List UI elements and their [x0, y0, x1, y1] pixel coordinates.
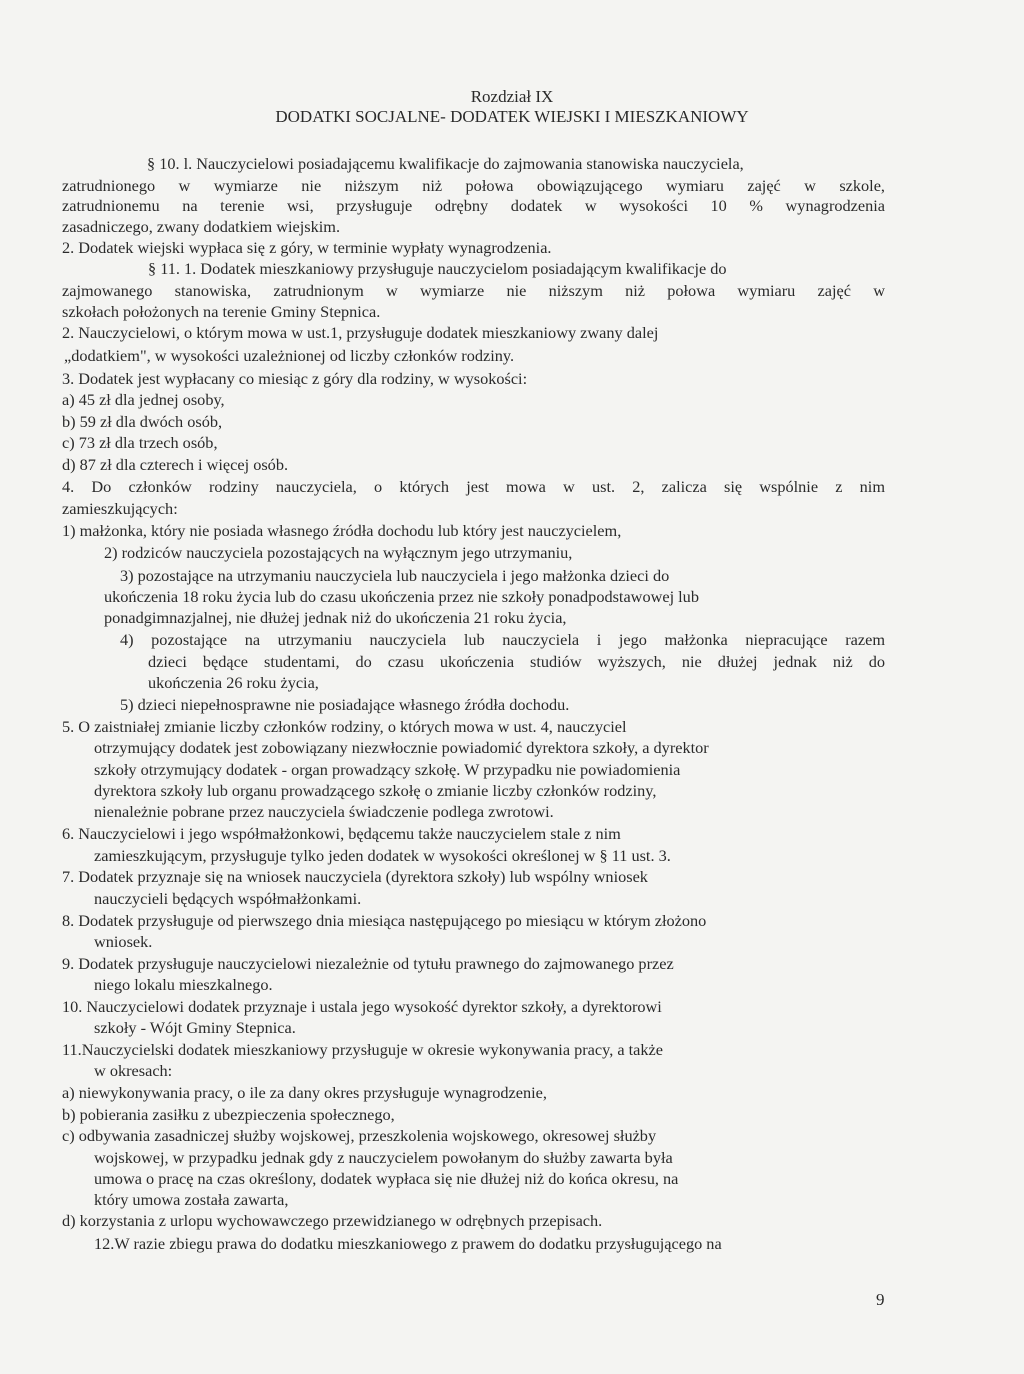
text-line: b) pobierania zasiłku z ubezpieczenia społecznego, — [62, 1105, 395, 1124]
text-line: ukończenia 18 roku życia lub do czasu ukończenia przez nie szkoły ponadpodstawowej lub — [104, 587, 699, 606]
page-number: 9 — [876, 1290, 885, 1309]
text-line: zatrudnionego w wymiarze nie niższym niż połowa obowiązującego wymiaru zajęć w szkole, — [62, 176, 885, 195]
text-line: niego lokalu mieszkalnego. — [94, 975, 273, 994]
chapter-title: DODATKI SOCJALNE- DODATEK WIEJSKI I MIESZKANIOWY — [275, 107, 749, 126]
text-line: 2. Dodatek wiejski wypłaca się z góry, w terminie wypłaty wynagrodzenia. — [62, 238, 552, 257]
text-line: zasadniczego, zwany dodatkiem wiejskim. — [62, 217, 341, 236]
text-line: 6. Nauczycielowi i jego współmałżonkowi, będącemu także nauczycielem stale z nim — [62, 824, 621, 843]
text-line: 3. Dodatek jest wypłacany co miesiąc z góry dla rodziny, w wysokości: — [62, 369, 528, 388]
text-line: a) 45 zł dla jednej osoby, — [62, 390, 225, 409]
chapter-heading: Rozdział IX — [470, 87, 554, 106]
text-line: 9. Dodatek przysługuje nauczycielowi niezależnie od tytułu prawnego do zajmowanego przez — [62, 954, 674, 973]
text-line: 2. Nauczycielowi, o którym mowa w ust.1, przysługuje dodatek mieszkaniowy zwany dalej — [62, 323, 659, 342]
text-line: b) 59 zł dla dwóch osób, — [62, 412, 223, 431]
text-line: d) korzystania z urlopu wychowawczego przewidzianego w odrębnych przepisach. — [62, 1211, 603, 1230]
text-line: szkołach położonych na terenie Gminy Stepnica. — [62, 302, 381, 321]
text-line: § 10. l. Nauczycielowi posiadającemu kwalifikacje do zajmowania stanowiska nauczyciela, — [147, 154, 744, 173]
text-line: ukończenia 26 roku życia, — [148, 673, 319, 692]
text-line: 4) pozostające na utrzymaniu nauczyciela lub nauczyciela i jego małżonka niepracujące razem — [120, 630, 885, 649]
text-line: umowa o pracę na czas określony, dodatek wypłaca się nie dłużej niż do końca okresu, na — [94, 1169, 679, 1188]
text-line: zajmowanego stanowiska, zatrudnionym w wymiarze nie niższym niż połowa wymiaru zajęć w — [62, 281, 885, 300]
text-line: w okresach: — [94, 1061, 173, 1080]
text-line: otrzymujący dodatek jest zobowiązany niezwłocznie powiadomić dyrektora szkoły, a dyrektor — [94, 738, 709, 757]
text-line: 10. Nauczycielowi dodatek przyznaje i ustala jego wysokość dyrektor szkoły, a dyrektorowi — [62, 997, 662, 1016]
text-line: 12.W razie zbiegu prawa do dodatku mieszkaniowego z prawem do dodatku przysługującego na — [94, 1234, 722, 1253]
text-line: wniosek. — [94, 932, 153, 951]
text-line: 1) małżonka, który nie posiada własnego źródła dochodu lub który jest nauczycielem, — [62, 521, 622, 540]
text-line: dzieci będące studentami, do czasu ukończenia studiów wyższych, nie dłużej jednak niż do — [148, 652, 885, 671]
text-line: 5) dzieci niepełnosprawne nie posiadające własnego źródła dochodu. — [120, 695, 570, 714]
text-line: 4. Do członków rodziny nauczyciela, o których jest mowa w ust. 2, zalicza się wspólnie z nim — [62, 477, 885, 496]
text-line: 11.Nauczycielski dodatek mieszkaniowy przysługuje w okresie wykonywania pracy, a także — [62, 1040, 663, 1059]
text-line: zamieszkującym, przysługuje tylko jeden dodatek w wysokości określonej w § 11 ust. 3. — [94, 846, 671, 865]
text-line: 2) rodziców nauczyciela pozostających na wyłącznym jego utrzymaniu, — [104, 543, 573, 562]
text-line: c) odbywania zasadniczej służby wojskowej, przeszkolenia wojskowego, okresowej służby — [62, 1126, 657, 1145]
text-line: c) 73 zł dla trzech osób, — [62, 433, 218, 452]
text-line: 8. Dodatek przysługuje od pierwszego dnia miesiąca następującego po miesiącu w którym złożono — [62, 911, 707, 930]
text-line: zatrudnionemu na terenie wsi, przysługuje odrębny dodatek w wysokości 10 % wynagrodzenia — [62, 196, 885, 215]
text-line: szkoły otrzymujący dodatek - organ prowadzący szkołę. W przypadku nie powiadomienia — [94, 760, 681, 779]
text-line: wojskowej, w przypadku jednak gdy z nauczycielem powołanym do służby zawarta była — [94, 1148, 673, 1167]
text-line: 3) pozostające na utrzymaniu nauczyciela lub nauczyciela i jego małżonka dzieci do — [120, 566, 670, 585]
text-line: zamieszkujących: — [62, 499, 178, 518]
text-line: 7. Dodatek przyznaje się na wniosek nauczyciela (dyrektora szkoły) lub wspólny wniosek — [62, 867, 648, 886]
text-line: a) niewykonywania pracy, o ile za dany okres przysługuje wynagrodzenie, — [62, 1083, 547, 1102]
text-line: d) 87 zł dla czterech i więcej osób. — [62, 455, 289, 474]
text-line: nauczycieli będących współmałżonkami. — [94, 889, 362, 908]
text-line: szkoły - Wójt Gminy Stepnica. — [94, 1018, 296, 1037]
text-line: 5. O zaistniałej zmianie liczby członków rodziny, o których mowa w ust. 4, nauczyciel — [62, 717, 627, 736]
text-line: dyrektora szkoły lub organu prowadzącego szkołę o zmianie liczby członków rodziny, — [94, 781, 657, 800]
text-line: § 11. 1. Dodatek mieszkaniowy przysługuje nauczycielom posiadającym kwalifikacje do — [148, 259, 727, 278]
text-line: nienależnie pobrane przez nauczyciela świadczenie podlega zwrotowi. — [94, 802, 554, 821]
text-line: który umowa została zawarta, — [94, 1190, 289, 1209]
text-line: „dodatkiem", w wysokości uzależnionej od liczby członków rodziny. — [64, 346, 515, 365]
text-line: ponadgimnazjalnej, nie dłużej jednak niż do ukończenia 21 roku życia, — [104, 608, 567, 627]
